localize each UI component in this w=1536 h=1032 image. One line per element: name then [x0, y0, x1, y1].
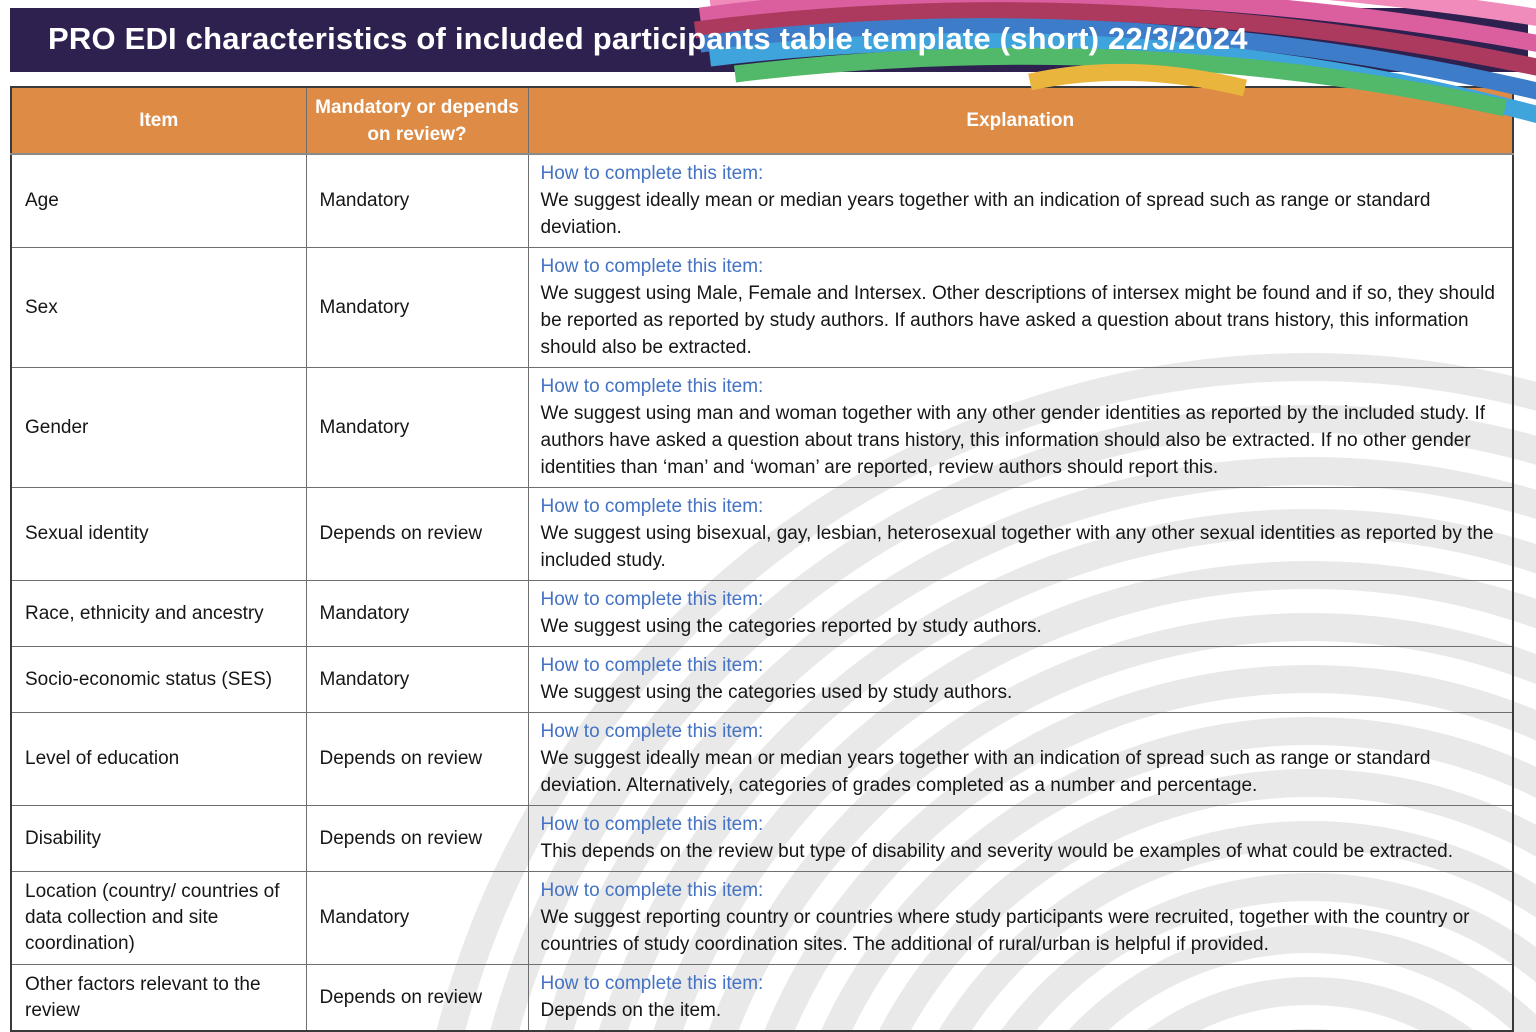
status-cell: Depends on review — [306, 488, 528, 581]
explanation-cell — [528, 154, 1513, 248]
explanation-cell — [528, 581, 1513, 647]
explanation-lead: How to complete this item: — [540, 589, 764, 610]
explanation-lead: How to complete this item: — [540, 721, 764, 742]
explanation-text: We suggest reporting country or countries where study participants were recruited, together with the country or countries of study coordination sites. The additional of rural/urban is helpful if provided. — [540, 907, 1470, 955]
status-cell: Depends on review — [306, 965, 528, 1032]
item-cell: Sexual identity — [11, 488, 306, 581]
explanation-lead: How to complete this item: — [540, 973, 764, 994]
explanation-lead: How to complete this item: — [540, 655, 764, 676]
explanation-text: We suggest using the categories used by study authors. — [540, 682, 1013, 703]
status-cell: Mandatory — [306, 154, 528, 248]
explanation-lead: How to complete this item: — [540, 880, 764, 901]
item-cell: Gender — [11, 368, 306, 488]
item-cell: Race, ethnicity and ancestry — [11, 581, 306, 647]
explanation-cell — [528, 872, 1513, 965]
explanation-cell — [528, 806, 1513, 872]
table-row — [11, 647, 1513, 713]
explanation-lead: How to complete this item: — [540, 496, 764, 517]
column-header-explanation: Explanation — [528, 87, 1513, 154]
item-cell: Socio-economic status (SES) — [11, 647, 306, 713]
table-row — [11, 248, 1513, 368]
column-header-mandatory: Mandatory or depends on review? — [306, 87, 528, 154]
table-row — [11, 368, 1513, 488]
edi-characteristics-table — [10, 86, 1514, 1032]
explanation-text: We suggest using man and woman together with any other gender identities as reported by the included study. If authors have asked a question about trans history, this information should also be extracted. If no other gender identities than ‘man’ and ‘woman’ are reported, review authors should report this. — [540, 403, 1486, 478]
table-row — [11, 154, 1513, 248]
explanation-text: We suggest ideally mean or median years together with an indication of spread such as range or standard deviation. Alternatively, categories of grades completed as a number and percentage. — [540, 748, 1431, 796]
explanation-cell — [528, 965, 1513, 1032]
table-row — [11, 872, 1513, 965]
table-header-row — [11, 87, 1513, 154]
page-title: PRO EDI characteristics of included participants table template (short) 22/3/2024 — [48, 21, 1248, 56]
explanation-cell — [528, 368, 1513, 488]
explanation-cell — [528, 713, 1513, 806]
item-cell: Other factors relevant to the review — [11, 965, 306, 1032]
status-cell: Mandatory — [306, 581, 528, 647]
table-row — [11, 581, 1513, 647]
status-cell: Mandatory — [306, 647, 528, 713]
status-cell: Mandatory — [306, 872, 528, 965]
status-cell: Depends on review — [306, 713, 528, 806]
status-cell: Mandatory — [306, 368, 528, 488]
title-banner — [10, 8, 1528, 72]
item-cell: Sex — [11, 248, 306, 368]
explanation-text: This depends on the review but type of disability and severity would be examples of what could be extracted. — [540, 841, 1454, 862]
item-cell: Disability — [11, 806, 306, 872]
explanation-lead: How to complete this item: — [540, 163, 764, 184]
status-cell: Mandatory — [306, 248, 528, 368]
explanation-text: We suggest ideally mean or median years together with an indication of spread such as range or standard deviation. — [540, 190, 1431, 238]
item-cell: Location (country/ countries of data collection and site coordination) — [11, 872, 306, 965]
explanation-text: We suggest using Male, Female and Intersex. Other descriptions of intersex might be found and if so, they should be reported as reported by study authors. If authors have asked a question about trans history, this information should also be extracted. — [540, 283, 1495, 358]
explanation-lead: How to complete this item: — [540, 376, 764, 397]
table-row — [11, 806, 1513, 872]
status-cell: Depends on review — [306, 806, 528, 872]
explanation-lead: How to complete this item: — [540, 814, 764, 835]
explanation-text: Depends on the item. — [540, 1000, 722, 1021]
explanation-cell — [528, 488, 1513, 581]
explanation-text: We suggest using the categories reported by study authors. — [540, 616, 1042, 637]
explanation-cell — [528, 647, 1513, 713]
table-row — [11, 965, 1513, 1032]
item-cell: Age — [11, 154, 306, 248]
item-cell: Level of education — [11, 713, 306, 806]
table-row — [11, 488, 1513, 581]
explanation-lead: How to complete this item: — [540, 256, 764, 277]
explanation-text: We suggest using bisexual, gay, lesbian, heterosexual together with any other sexual identities as reported by the included study. — [540, 523, 1494, 571]
explanation-cell — [528, 248, 1513, 368]
table-row — [11, 713, 1513, 806]
column-header-item: Item — [11, 87, 306, 154]
